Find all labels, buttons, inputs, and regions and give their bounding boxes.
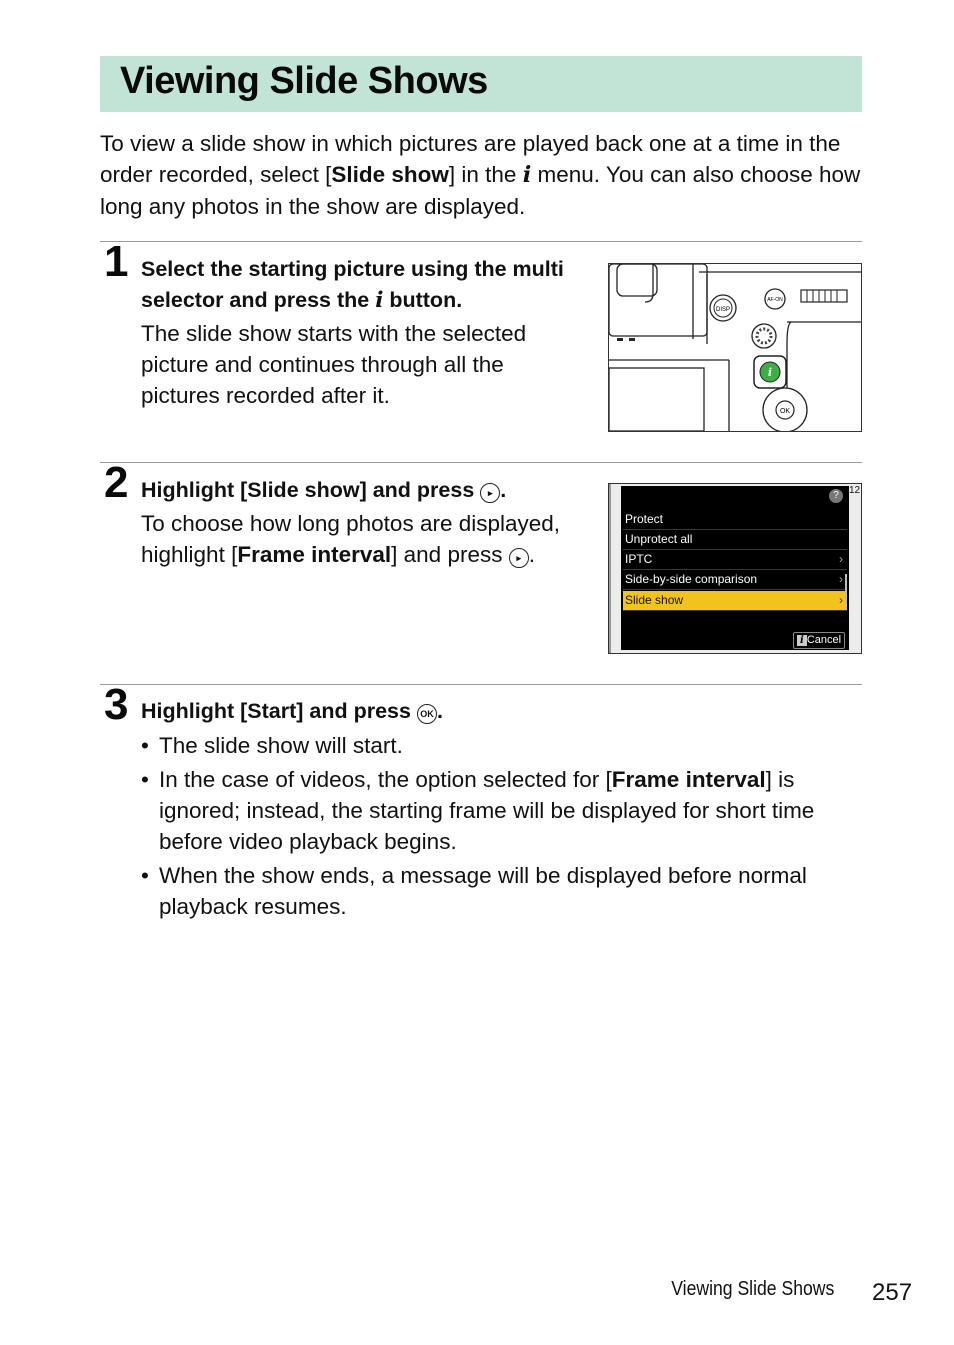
step-1-heading <box>141 254 581 316</box>
intro-text-3: menu. You can also choose how long any photos in the show are displayed. <box>100 162 861 219</box>
chevron-right-icon: › <box>839 552 843 566</box>
list-item: • In the case of videos, the option selected for [Frame interval] is ignored; instead, the starting frame will be displayed for short time before video playback begins. <box>141 767 815 854</box>
multi-selector <box>763 388 807 431</box>
step-2-body-bold: Frame interval <box>237 542 392 567</box>
camera-back-illustration <box>608 263 862 432</box>
step-number-3: 3 <box>104 680 129 729</box>
footer-section-title: Viewing Slide Shows <box>670 1278 834 1300</box>
i-button-highlight <box>754 356 786 388</box>
menu-tab-number: 12 <box>849 485 861 496</box>
menu-item-protect[interactable] <box>623 510 847 530</box>
multi-selector-right-icon: ▸ <box>509 548 529 568</box>
menu-item-unprotect-all[interactable] <box>623 530 847 550</box>
page-title: Viewing Slide Shows <box>120 60 488 102</box>
intro-paragraph <box>100 128 870 222</box>
menu-item-label: Protect <box>625 512 664 526</box>
bullet-bold: Frame interval <box>611 767 766 792</box>
disp-button <box>710 295 736 321</box>
sub-command-dial <box>801 290 847 302</box>
menu-item-slide-show[interactable] <box>623 591 847 611</box>
afon-label: AF-ON <box>767 297 783 303</box>
chevron-right-icon: › <box>839 572 843 586</box>
step-divider-2 <box>100 462 862 463</box>
menu-item-side-by-side[interactable] <box>623 570 847 590</box>
page-number: 257 <box>872 1279 913 1306</box>
step-1-heading-text-a: Select the starting picture using the multi selector and press the <box>141 257 564 312</box>
bullet-text-a: In the case of videos, the option selected for [ <box>159 767 612 792</box>
step-2-body: To choose how long photos are displayed, highlight [Frame interval] and press ▸ . <box>141 511 561 567</box>
i-button-icon: i <box>797 635 807 646</box>
intro-bold-slide-show: Slide show <box>331 162 449 187</box>
viewfinder-frame <box>609 264 707 336</box>
help-icon: ? <box>829 489 843 503</box>
step-number-2: 2 <box>104 458 129 507</box>
title-band <box>100 56 862 112</box>
step-number-1: 1 <box>104 237 129 286</box>
list-item: • When the show ends, a message will be displayed before normal playback resumes. <box>141 863 807 919</box>
bullet-text: The slide show will start. <box>159 733 403 758</box>
step-3-bullets <box>141 730 871 925</box>
step-3-heading-text: Highlight [Start] and press <box>141 699 417 723</box>
step-divider-1 <box>100 241 862 242</box>
step-2-body-text-a: To choose how long photos are displayed, highlight [ <box>141 511 561 567</box>
ok-button-icon: OK <box>417 704 437 724</box>
step-1-body: The slide show starts with the selected picture and continues through all the pictures recorded after it. <box>141 321 527 408</box>
chevron-right-icon: › <box>839 593 843 607</box>
step-3-heading: Highlight [Start] and press OK . <box>141 699 443 723</box>
camera-drawing <box>609 264 861 431</box>
cancel-label: Cancel <box>806 634 842 646</box>
menu-item-iptc[interactable] <box>623 550 847 570</box>
i-button-icon: i <box>375 288 384 313</box>
multi-selector-right-icon: ▸ <box>480 483 500 503</box>
playback-menu-screenshot <box>608 483 862 654</box>
menu-item-label: Side-by-side comparison <box>625 572 758 586</box>
ok-label: OK <box>779 408 791 415</box>
scrollbar[interactable] <box>845 574 847 610</box>
afon-button <box>765 289 785 309</box>
step-2-heading-text: Highlight [Slide show] and press <box>141 478 481 502</box>
step-divider-3 <box>100 684 862 685</box>
menu-item-label: Slide show <box>625 593 684 607</box>
step-2-heading: Highlight [Slide show] and press ▸ . <box>141 478 507 502</box>
step-1-heading-text-b: button. <box>383 288 463 312</box>
i-menu-icon: i <box>522 162 532 188</box>
cancel-hint[interactable] <box>793 632 845 649</box>
list-item: • The slide show will start. <box>141 733 403 758</box>
monitor <box>609 368 704 431</box>
i-button-label: i <box>767 366 773 379</box>
intro-text-2: ] in the <box>448 162 523 187</box>
eyepiece <box>617 264 657 296</box>
step-2-body-text-b: ] and press <box>391 542 509 567</box>
intro-text-1: To view a slide show in which pictures are played back one at a time in the order recorded, select [ <box>100 131 841 187</box>
disp-label: DISP <box>715 307 731 313</box>
menu-item-label: IPTC <box>625 552 653 566</box>
menu-item-label: Unprotect all <box>625 532 693 546</box>
bullet-text: When the show ends, a message will be displayed before normal playback resumes. <box>159 863 807 919</box>
bullet-text-b: ] is ignored; instead, the starting frame will be displayed for short time before video playback begins. <box>159 767 815 854</box>
